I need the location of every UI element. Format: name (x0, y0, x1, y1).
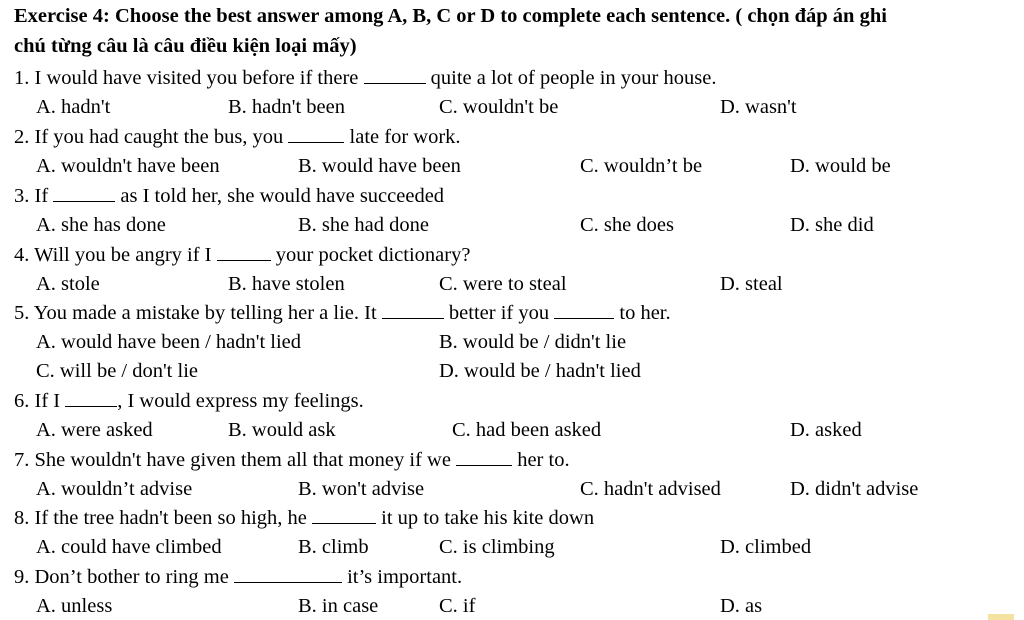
question-text: it’s important. (341, 566, 463, 588)
question-text: 5. You made a mistake by telling her a lie. It (14, 302, 382, 324)
q5-option-d: D. would be / hadn't lied (439, 360, 641, 382)
question-text: late for work. (344, 126, 461, 148)
q7-option-b: B. won't advise (298, 478, 425, 500)
question-text: as I told her, she would have succeeded (115, 185, 445, 207)
q8-option-a: A. could have climbed (36, 536, 222, 558)
q9-option-d: D. as (720, 595, 763, 617)
q7-option-d: D. didn't advise (790, 478, 919, 500)
answer-blank (217, 244, 271, 261)
question-7 (14, 448, 570, 472)
q4-option-c: C. were to steal (439, 273, 567, 295)
question-text: to her. (614, 302, 671, 324)
q1-option-a: A. hadn't (36, 96, 111, 118)
question-5 (14, 301, 671, 325)
answer-blank (364, 67, 426, 84)
question-3 (14, 184, 444, 208)
q8-option-b: B. climb (298, 536, 369, 558)
question-2 (14, 125, 461, 149)
q2-option-c: C. wouldn’t be (580, 155, 703, 177)
answer-blank (288, 126, 344, 143)
q1-option-c: C. wouldn't be (439, 96, 559, 118)
q8-option-c: C. is climbing (439, 536, 555, 558)
q3-option-c: C. she does (580, 214, 674, 236)
answer-blank (312, 507, 376, 524)
question-text: quite a lot of people in your house. (425, 67, 717, 89)
question-text: 6. If I (14, 390, 66, 412)
q4-option-d: D. steal (720, 273, 783, 295)
question-text: 7. She wouldn't have given them all that money if we (14, 449, 457, 471)
answer-blank (65, 390, 117, 407)
question-text: 1. I would have visited you before if there (14, 67, 364, 89)
q1-option-d: D. wasn't (720, 96, 797, 118)
q5-option-b: B. would be / didn't lie (439, 331, 627, 353)
question-text: it up to take his kite down (376, 507, 595, 529)
q3-option-a: A. she has done (36, 214, 166, 236)
question-4 (14, 243, 470, 267)
answer-blank (234, 566, 342, 583)
question-text: your pocket dictionary? (270, 244, 471, 266)
question-text: 2. If you had caught the bus, you (14, 126, 289, 148)
q1-option-b: B. hadn't been (228, 96, 345, 118)
q7-option-a: A. wouldn’t advise (36, 478, 193, 500)
answer-blank (382, 302, 444, 319)
q9-option-a: A. unless (36, 595, 113, 617)
question-text: her to. (512, 449, 570, 471)
question-text: 4. Will you be angry if I (14, 244, 217, 266)
exercise-title: Exercise 4: Choose the best answer among A, B, C or D to complete each sentence. ( chọn đáp án ghi (14, 5, 887, 27)
q7-option-c: C. hadn't advised (580, 478, 721, 500)
q6-option-c: C. had been asked (452, 419, 602, 441)
q6-option-d: D. asked (790, 419, 862, 441)
question-text: 3. If (14, 185, 54, 207)
question-text: 9. Don’t bother to ring me (14, 566, 234, 588)
q6-option-b: B. would ask (228, 419, 336, 441)
q4-option-b: B. have stolen (228, 273, 345, 295)
answer-blank (554, 302, 614, 319)
question-9 (14, 565, 462, 589)
q9-option-c: C. if (439, 595, 476, 617)
q3-option-d: D. she did (790, 214, 874, 236)
question-text: 8. If the tree hadn't been so high, he (14, 507, 313, 529)
q2-option-a: A. wouldn't have been (36, 155, 220, 177)
q2-option-d: D. would be (790, 155, 891, 177)
q8-option-d: D. climbed (720, 536, 812, 558)
q2-option-b: B. would have been (298, 155, 461, 177)
q9-option-b: B. in case (298, 595, 379, 617)
q4-option-a: A. stole (36, 273, 100, 295)
q5-option-a: A. would have been / hadn't lied (36, 331, 301, 353)
question-8 (14, 506, 594, 530)
q5-option-c: C. will be / don't lie (36, 360, 198, 382)
answer-blank (53, 185, 115, 202)
q6-option-a: A. were asked (36, 419, 153, 441)
question-6 (14, 389, 364, 413)
q3-option-b: B. she had done (298, 214, 429, 236)
answer-blank (456, 449, 512, 466)
question-text: better if you (443, 302, 555, 324)
corner-highlight (988, 614, 1014, 620)
question-text: , I would express my feelings. (117, 390, 364, 412)
question-1 (14, 66, 716, 90)
exercise-instruction: chú từng câu là câu điều kiện loại mấy) (14, 35, 357, 57)
